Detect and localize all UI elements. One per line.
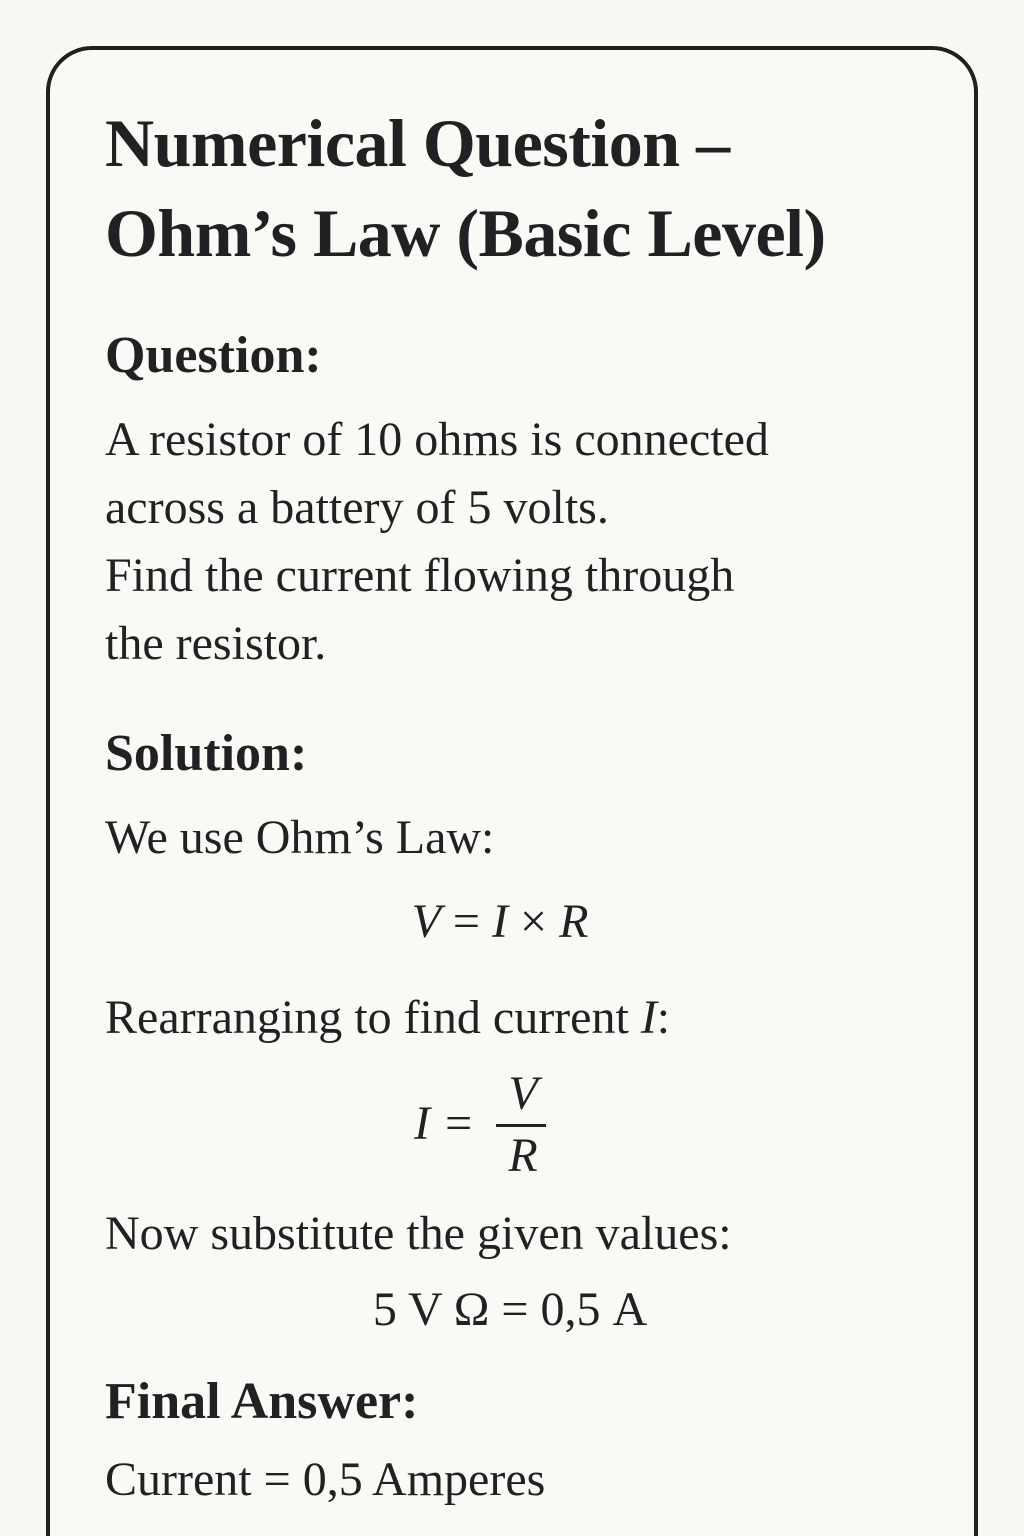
formula-r: R [559, 895, 589, 948]
final-answer-heading: Final Answer: [105, 1373, 419, 1430]
formula-v: V [411, 895, 441, 948]
rearrange-text [105, 984, 670, 1052]
substitution-result: 5 V Ω = 0,5 A [372, 1283, 648, 1336]
solution-intro: We use Ohm’s Law: [105, 811, 495, 864]
fraction-numerator: V [508, 1067, 538, 1120]
rearrange-variable: I [640, 991, 657, 1044]
rearrange-colon: : [656, 991, 671, 1044]
ohms-law-formula [0, 892, 1000, 952]
question-line-2: across a battery of 5 volts. [105, 481, 609, 534]
fraction-lhs: I = [414, 1097, 475, 1150]
formula-times: × [507, 895, 560, 948]
page-title [105, 98, 826, 278]
current-fraction-formula [408, 1066, 558, 1186]
title-line-2: Ohm’s Law (Basic Level) [105, 195, 826, 271]
question-line-4: the resistor. [105, 617, 327, 670]
rearrange-label: Rearranging to find current [105, 991, 641, 1044]
title-line-1: Numerical Question – [105, 105, 730, 181]
fraction-bar [496, 1124, 546, 1127]
solution-heading: Solution: [105, 725, 308, 782]
question-line-3: Find the current flowing through [105, 549, 735, 602]
formula-equals: = [440, 895, 492, 948]
question-heading: Question: [105, 327, 322, 384]
question-line-1: A resistor of 10 ohms is connected [105, 413, 769, 466]
substitute-text: Now substitute the given values: [105, 1207, 732, 1260]
final-answer-text: Current = 0,5 Amperes [105, 1453, 546, 1506]
fraction-denominator: R [508, 1129, 538, 1182]
question-text [105, 406, 769, 678]
formula-i: I [492, 895, 508, 948]
